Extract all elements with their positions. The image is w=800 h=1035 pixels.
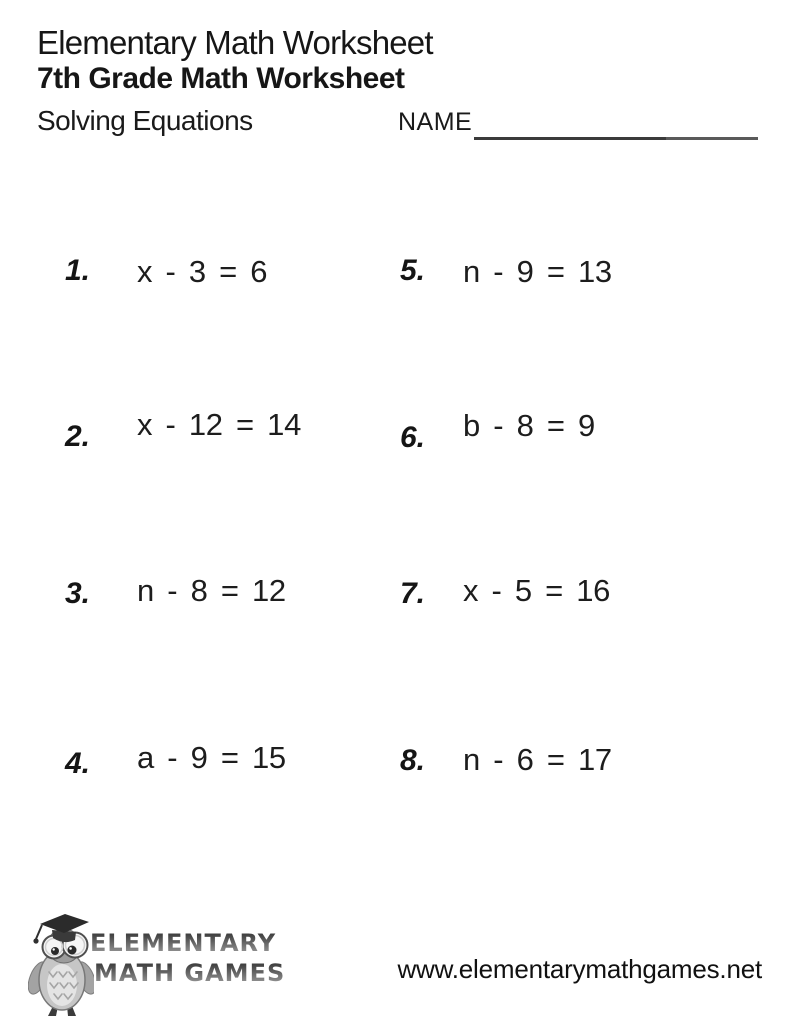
problem-equation: a - 9 = 15 bbox=[137, 740, 286, 775]
problem-equation: x - 3 = 6 bbox=[137, 254, 268, 289]
problem-number: 8. bbox=[399, 744, 425, 777]
problem-number: 5. bbox=[399, 254, 425, 287]
problem-equation: x - 5 = 16 bbox=[463, 573, 611, 608]
problem-number: 2. bbox=[64, 420, 90, 453]
logo-text bbox=[90, 931, 285, 985]
problem-equation: n - 9 = 13 bbox=[463, 254, 612, 289]
problem-equation: x - 12 = 14 bbox=[137, 407, 302, 442]
owl-graduation-cap-icon bbox=[28, 906, 94, 1016]
problem-equation: n - 8 = 12 bbox=[137, 573, 286, 608]
section-title: Solving Equations bbox=[37, 105, 253, 136]
logo-text-line1: ELEMENTARY bbox=[90, 931, 285, 955]
problem-equation: n - 6 = 17 bbox=[463, 742, 612, 777]
problem-number: 7. bbox=[399, 577, 425, 610]
problem-number: 4. bbox=[64, 747, 90, 780]
page-subtitle: 7th Grade Math Worksheet bbox=[37, 62, 405, 95]
problem-number: 1. bbox=[64, 254, 90, 287]
logo-text-line2: MATH GAMES bbox=[94, 959, 286, 987]
page-title: Elementary Math Worksheet bbox=[37, 24, 433, 61]
problem-equation: b - 8 = 9 bbox=[463, 408, 595, 443]
problem-number: 6. bbox=[399, 421, 425, 454]
website-url: www.elementarymathgames.net bbox=[397, 954, 762, 984]
name-label: NAME bbox=[398, 108, 473, 136]
problem-number: 3. bbox=[64, 577, 90, 610]
